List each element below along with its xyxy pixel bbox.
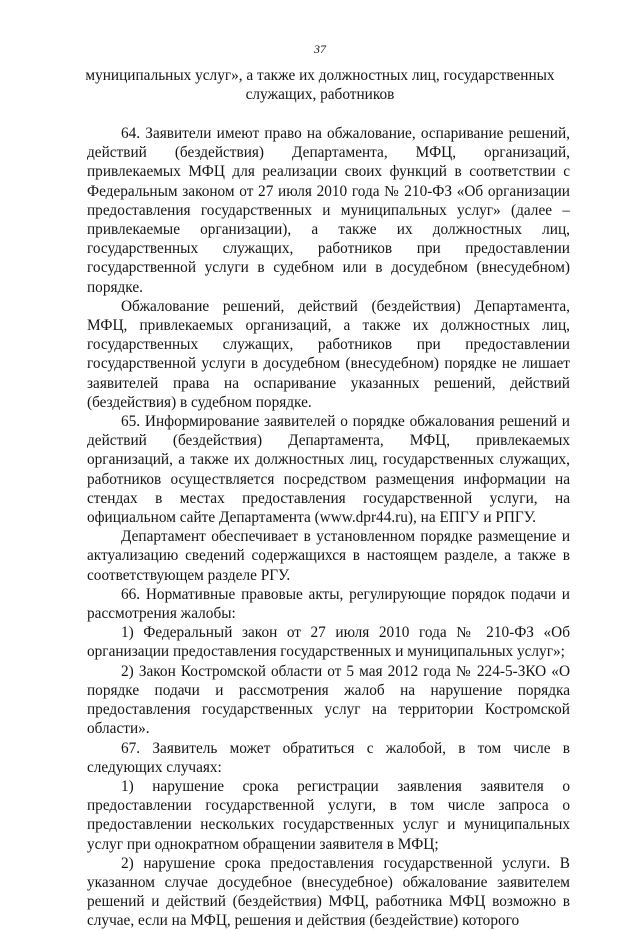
paragraph-65: 65. Информирование заявителей о порядке обжалования решений и действий (бездействия) Департамента, МФЦ, привлекаемых организаций, а также их должностных лиц, государственных служащих, работников осуществляется посредством размещения информации на стендах в местах предоставления государственной услуги, на официальном сайте Департамента (www.dpr44.ru), на ЕПГУ и РПГУ. — [87, 413, 570, 527]
section-heading — [70, 66, 570, 104]
heading-line-1: муниципальных услуг», а также их должностных лиц, государственных — [85, 67, 555, 84]
paragraph-66: 66. Нормативные правовые акты, регулирующие порядок подачи и рассмотрения жалобы: — [87, 585, 570, 623]
page-number: 37 — [314, 42, 326, 56]
list-item-66-1: 1) Федеральный закон от 27 июля 2010 года № 210-ФЗ «Об организации предоставления государственных и муниципальных услуг»; — [87, 624, 570, 661]
paragraph-department-duty: Департамент обеспечивает в установленном порядке размещение и актуализацию сведений содержащихся в настоящем разделе, а также в соответствующем разделе РГУ. — [87, 528, 570, 584]
list-item-67-2: 2) нарушение срока предоставления государственной услуги. В указанном случае досудебное (внесудебное) обжалование заявителем решений и действий (бездействия) МФЦ, работника МФЦ возможно в случае, если на МФЦ, решения и действия (бездействие) которого — [87, 854, 570, 930]
body-text — [87, 124, 570, 931]
paragraph-67: 67. Заявитель может обратиться с жалобой, в том числе в следующих случаях: — [87, 739, 570, 776]
heading-line-2: служащих, работников — [245, 86, 395, 104]
list-item-67-1: 1) нарушение срока регистрации заявления заявителя о предоставлении государственной услуги, в том числе запроса о предоставлении нескольких государственных услуг и муниципальных услуг при однократном обращении заявителя в МФЦ; — [87, 777, 570, 853]
paragraph-appeal-rights: Обжалование решений, действий (бездействия) Департамента, МФЦ, привлекаемых организаций, а также их должностных лиц, государственных служащих, работников при предоставлении государственной услуги в досудебном (внесудебном) порядке не лишает заявителей права на оспаривание указанных решений, действий (бездействия) в судебном порядке. — [87, 297, 570, 411]
list-item-66-2: 2) Закон Костромской области от 5 мая 2012 года № 224-5-ЗКО «О порядке подачи и рассмотрения жалоб на нарушение порядка предоставления государственных услуг на территории Костромской области». — [87, 662, 570, 738]
paragraph-64: 64. Заявители имеют право на обжалование, оспаривание решений, действий (бездействия) Департамента, МФЦ, организаций, привлекаемых МФЦ для реализации своих функций в соответствии с Федеральным законом от 27 июля 2010 года № 210-ФЗ «Об организации предоставления государственных и муниципальных услуг» (далее – привлекаемые организации), а также их должностных лиц, государственных служащих, работников при предоставлении государственной услуги в судебном или в досудебном (внесудебном) порядке. — [87, 125, 570, 296]
